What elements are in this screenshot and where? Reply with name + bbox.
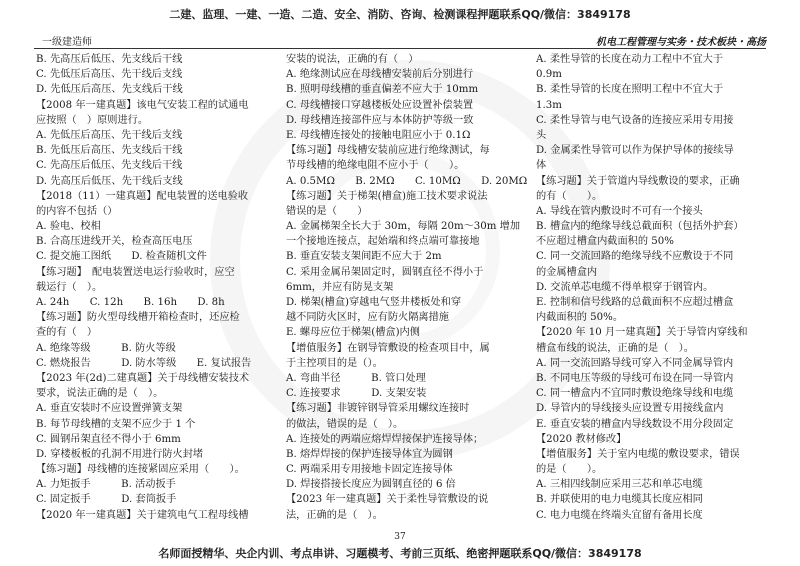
text-line: A. 力矩扳手 B. 活动扳手	[36, 479, 176, 491]
text-line: 【2023 年(2d)二建真题】关于母线槽安装技术	[36, 372, 250, 384]
text-line: 法，正确的是（ ）。	[286, 509, 383, 521]
bottom-banner: 名师面授精华、央企内训、考点串讲、习题模考、考前三页纸、绝密押题联系QQ/微信：3849178	[158, 547, 642, 560]
text-line: C. 同一交流回路的绝缘导线不应敷设于不同	[536, 251, 734, 263]
text-line: B. 熔焊焊接的保护连接导体宜为圆钢	[286, 448, 453, 460]
text-line: C. 连接要求 D. 支架安装	[286, 388, 427, 400]
text-line: 要求，说法正确的是（ ）。	[36, 388, 164, 400]
text-line: 1.3m	[536, 99, 562, 111]
text-line: 的内容不包括（）	[36, 205, 118, 217]
text-line: 【练习题】关于梯架(槽盒)施工技术要求说法	[286, 190, 488, 202]
text-line: 【练习题】关于管道内导线敷设的要求，正确	[536, 175, 740, 187]
text-line: A. 柔性导管的长度在动力工程中不宜大于	[536, 54, 724, 65]
text-line: 节母线槽的绝缘电阻不应小于（ ）。	[286, 160, 465, 172]
text-line: B. 先低压后高压、先支线后干线	[36, 145, 183, 157]
text-line: 【练习题】非镀锌钢导管采用螺纹连接时	[286, 403, 470, 415]
text-line: D. 导管内的导线接头应设置专用接线盒内	[536, 403, 724, 415]
text-line: E. 垂直安装的槽盒内导线数设不用分段固定	[536, 418, 734, 430]
text-line: A. 24h C. 12h B. 16h D. 8h	[36, 297, 225, 308]
text-line: 【2020 年一建真题】关于建筑电气工程母线槽	[36, 509, 249, 521]
text-line: 越不同防火区时，应有防火隔离措施	[286, 312, 449, 324]
text-line: B. 照明母线槽的垂直偏差不应大于 10mm	[286, 84, 479, 96]
text-line: 查的有（ ）	[36, 327, 98, 339]
text-line: 于主控项目的是（）。	[286, 357, 383, 369]
text-line: C. 两端采用专用接地卡固定连接导体	[286, 464, 453, 476]
text-line: A. 验电、校相	[36, 221, 101, 233]
text-line: 【2020 年 10 月一建真题】关于导管内穿线和	[536, 327, 748, 339]
text-line: C. 电力电缆在终端头宜留有备用长度	[536, 509, 703, 521]
text-line: D. 交流单芯电缆不得单根穿于钢管内。	[536, 281, 714, 293]
text-line: C. 燃烧报告 D. 防水等级 E. 复试报告	[36, 357, 252, 369]
text-line: 不应超过槽盒内截面积的 50%	[536, 236, 674, 248]
text-line: E. 母线槽连接处的接触电阻应小于 0.1Ω	[286, 129, 471, 141]
text-line: D. 金属柔性导管可以作为保护导体的接续导	[536, 145, 734, 157]
column-2	[286, 52, 528, 521]
text-line: E. 控制和信号线路的总截面积不应超过槽盒	[536, 297, 734, 308]
text-line: B. 每节母线槽的支架不应少于 1 个	[36, 418, 196, 430]
text-line: C. 先高压后低压、先支线后干线	[36, 160, 183, 172]
text-line: 的做法，错误的是（ ）。	[286, 418, 404, 430]
text-line: A. 绝缘等级 B. 防火等级	[36, 342, 176, 354]
text-line: C. 先低压后高压、先干线后支线	[36, 69, 183, 81]
text-line: D. 焊接搭接长度应为圆钢直径的 6 倍	[286, 479, 456, 491]
text-line: B. 不同电压等级的导线可布设在同一导管内	[536, 372, 734, 384]
running-head-right: 机电工程管理与实务・技术板块・高扬	[596, 37, 766, 48]
text-line: A. 绝缘测试应在母线槽安装前后分别进行	[286, 69, 474, 81]
text-line: B. 并联使用的电力电缆其长度应相同	[536, 494, 703, 506]
text-line: 内截面积的 50%。	[536, 312, 624, 324]
text-line: 的有（ ）。	[536, 190, 603, 202]
text-line: 【2018（11）一建真题】配电装置的送电验收	[36, 190, 249, 202]
text-line: A. 金属梯架全长大于 30m，每隔 20m～30m 增加	[286, 221, 521, 233]
text-line: 安装的说法，正确的有（ ）	[286, 54, 419, 65]
text-line: D. 梯架(槽盒)穿越电气竖井楼板处和穿	[286, 297, 462, 308]
text-line: C. 母线槽接口穿越楼板处应设置补偿装置	[286, 99, 474, 111]
text-line: E. 螺母应位于梯架(槽盒)内侧	[286, 327, 420, 339]
text-line: 0.9m	[536, 69, 562, 81]
column-3	[536, 52, 772, 521]
text-line: 载运行（ ）。	[36, 281, 103, 293]
text-line: D. 先高压后低压、先干线后支线	[36, 175, 183, 187]
text-line: A. 0.5MΩ B. 2MΩ C. 10MΩ D. 20MΩ	[286, 175, 528, 187]
text-line: 槽盒布线的说法，正确的是（ ）。	[536, 342, 694, 354]
text-line: B. 先高压后低压、先支线后干线	[36, 54, 183, 65]
text-line: 【练习题】母线槽安装前应进行绝缘测试，每	[286, 145, 490, 157]
text-line: C. 圆钢吊架直径不得小于 6mm	[36, 433, 181, 445]
text-line: 【增值服务】在钢导管敷设的检查项目中，属	[286, 342, 490, 354]
text-line: 应按照（ ）原则进行。	[36, 114, 149, 126]
text-line: 【2008 年一建真题】该电气安装工程的试通电	[36, 99, 249, 111]
text-line: A. 弯曲半径 B. 管口处理	[286, 372, 426, 384]
text-line: 【2020 教材修改】	[536, 433, 627, 445]
text-line: C. 提交施工图纸 D. 检查随机文件	[36, 251, 207, 263]
text-line: C. 固定扳手 D. 套筒扳手	[36, 494, 177, 506]
page-number: 37	[394, 532, 406, 542]
text-line: B. 垂直安装支架间距不应大于 2m	[286, 251, 442, 263]
text-line: 【2023 年一建真题】关于柔性导管敷设的说	[286, 494, 489, 506]
text-line: 【增值服务】关于室内电缆的敷设要求，错误	[536, 448, 740, 460]
text-line: D. 先低压后高压、先支线后干线	[36, 84, 183, 96]
text-line: D. 穿楼板板的孔洞不用进行防火封堵	[36, 448, 204, 460]
text-line: B. 合高压进线开关，检查高压电压	[36, 236, 193, 248]
text-line: 体	[536, 160, 547, 172]
text-line: C. 采用金属吊架固定时，圆钢直径不得小于	[286, 266, 484, 278]
text-line: A. 三相四线制应采用三芯和单芯电缆	[536, 479, 703, 491]
text-line: 6mm，并应有防晃支架	[286, 281, 394, 293]
text-line: B. 槽盒内的绝缘导线总截面积（包括外护套）	[536, 221, 744, 233]
text-line: 【练习题】 配电装置送电运行验收时，应空	[36, 266, 235, 278]
text-line: A. 先低压后高压、先干线后支线	[36, 129, 183, 141]
text-line: 一个接地连接点，起始端和终点端可靠接地	[286, 236, 480, 248]
running-head-left: 一级建造师	[42, 37, 92, 48]
text-line: A. 连接处的两端应熔焊焊接保护连接导体；	[286, 433, 484, 445]
text-line: C. 同一槽盒内不宜同时敷设绝缘导线和电缆	[536, 388, 734, 400]
top-banner: 二建、监理、一建、一造、二造、安全、消防、咨询、检测课程押题联系QQ/微信：3849178	[169, 8, 631, 21]
text-line: C. 柔性导管与电气设备的连接应采用专用接	[536, 114, 734, 126]
text-line: 的金属槽盒内	[536, 266, 598, 278]
text-line: A. 同一交流回路导线可穿入不同金属导管内	[536, 357, 734, 369]
page-body	[36, 52, 766, 521]
text-line: A. 垂直安装时不应设置弹簧支架	[36, 403, 183, 415]
text-line: D. 母线槽连接部件应与本体防护等级一致	[286, 114, 474, 126]
column-1	[36, 52, 272, 521]
text-line: A. 导线在管内敷设时不可有一个接头	[536, 205, 703, 217]
text-line: 的是（ ）。	[536, 464, 603, 476]
running-head	[34, 32, 766, 49]
text-line: B. 柔性导管的长度在照明工程中不宜大于	[536, 84, 724, 96]
text-line: 头	[536, 129, 547, 141]
text-line: 【练习题】母线槽的连接紧固应采用（ ）。	[36, 464, 245, 476]
text-line: 错误的是（ ）	[286, 205, 368, 217]
text-line: 【练习题】防火型母线槽开箱检查时，还应检	[36, 312, 240, 324]
